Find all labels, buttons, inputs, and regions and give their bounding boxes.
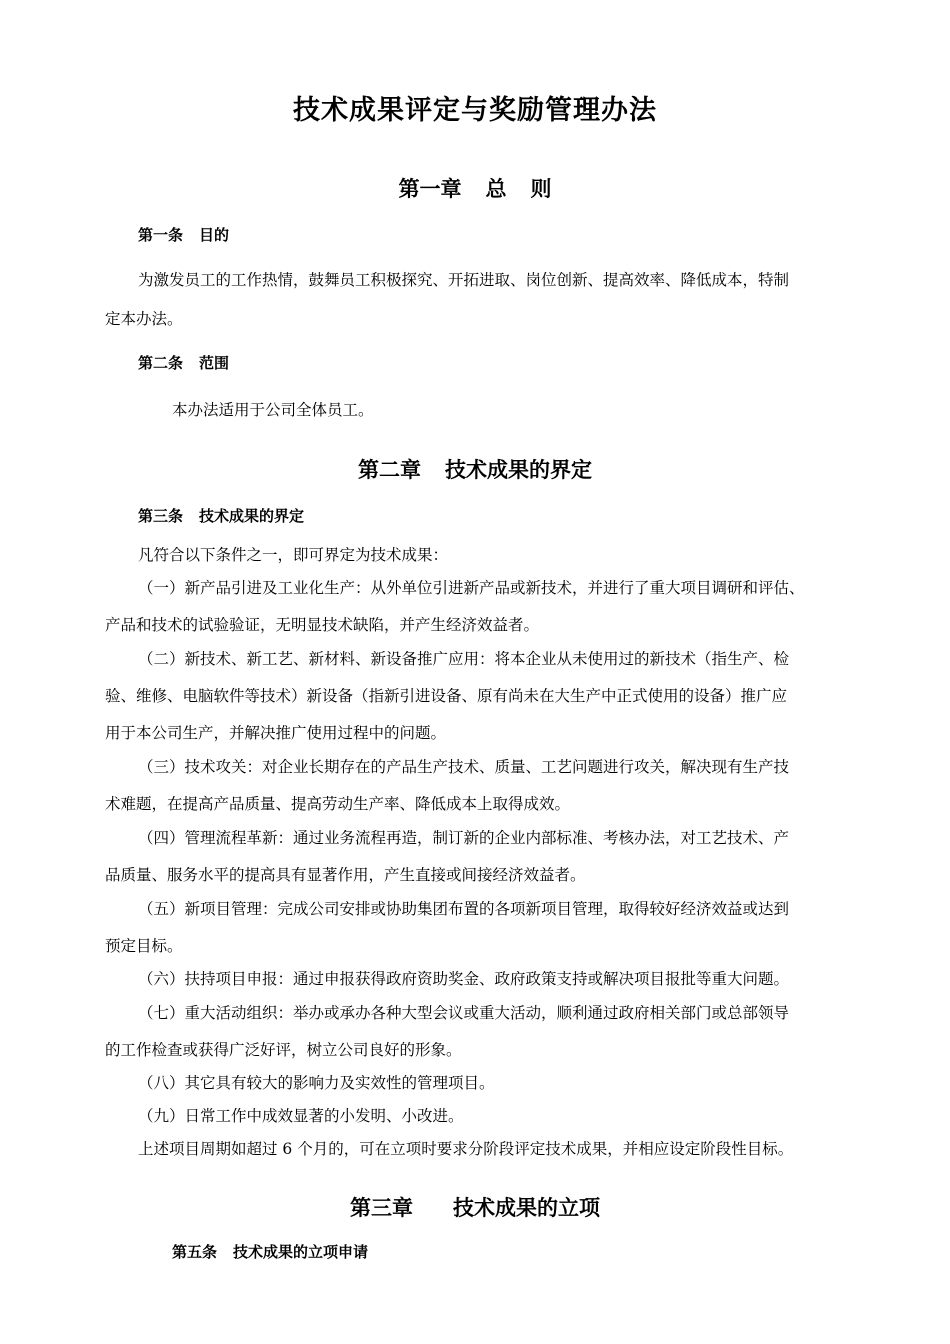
- article-1-text-line-2: 定本办法。: [105, 310, 183, 328]
- item-5-line-2: 预定目标。: [105, 937, 183, 955]
- article-3-heading: [138, 505, 304, 526]
- item-4-line-1: （四）管理流程革新：通过业务流程再造，制订新的企业内部标准、考核办法，对工艺技术、产: [138, 829, 790, 847]
- chapter-1-name-2: 则: [530, 176, 552, 201]
- chapter-2-number: 第二章: [358, 457, 421, 482]
- chapter-1-name: 总: [485, 176, 507, 201]
- item-2-line-3: 用于本公司生产，并解决推广使用过程中的问题。: [105, 724, 447, 742]
- article-2-text: 本办法适用于公司全体员工。: [172, 401, 374, 419]
- article-5-number: 第五条: [172, 1243, 218, 1261]
- article-3-number: 第三条: [138, 507, 184, 525]
- chapter-1-heading: [0, 173, 950, 203]
- article-5-heading: [172, 1241, 368, 1262]
- item-4-line-2: 品质量、服务水平的提高具有显著作用，产生直接或间接经济效益者。: [105, 866, 586, 884]
- item-8: （八）其它具有较大的影响力及实效性的管理项目。: [138, 1074, 495, 1092]
- article-5-name: 技术成果的立项申请: [233, 1243, 369, 1261]
- document-title: 技术成果评定与奖励管理办法: [293, 95, 657, 126]
- article-3-note: 上述项目周期如超过 6 个月的，可在立项时要求分阶段评定技术成果，并相应设定阶段性目标。: [138, 1140, 794, 1158]
- article-1-heading: [138, 224, 229, 245]
- article-1-text-line-1: 为激发员工的工作热情，鼓舞员工积极探究、开拓进取、岗位创新、提高效率、降低成本，特制: [138, 271, 790, 289]
- item-2-line-2: 验、维修、电脑软件等技术）新设备（指新引进设备、原有尚未在大生产中正式使用的设备）推广应: [105, 687, 788, 705]
- chapter-3-name: 技术成果的立项: [453, 1195, 600, 1220]
- chapter-1-number: 第一章: [398, 176, 462, 201]
- chapter-2-heading: [0, 454, 950, 484]
- article-1-number: 第一条: [138, 226, 184, 244]
- article-2-name: 范围: [199, 354, 230, 372]
- article-1-name: 目的: [199, 226, 230, 244]
- item-6: （六）扶持项目申报：通过申报获得政府资助奖金、政府政策支持或解决项目报批等重大问题。: [138, 970, 790, 988]
- item-3-line-2: 术难题，在提高产品质量、提高劳动生产率、降低成本上取得成效。: [105, 795, 571, 813]
- item-1-line-1: （一）新产品引进及工业化生产：从外单位引进新产品或新技术，并进行了重大项目调研和评估、: [138, 579, 805, 597]
- chapter-2-name: 技术成果的界定: [445, 457, 592, 482]
- article-2-heading: [138, 352, 229, 373]
- item-2-line-1: （二）新技术、新工艺、新材料、新设备推广应用：将本企业从未使用过的新技术（指生产、检: [138, 650, 790, 668]
- item-3-line-1: （三）技术攻关：对企业长期存在的产品生产技术、质量、工艺问题进行攻关，解决现有生产技: [138, 758, 790, 776]
- chapter-3-heading: [0, 1192, 950, 1222]
- item-1-line-2: 产品和技术的试验验证，无明显技术缺陷，并产生经济效益者。: [105, 616, 540, 634]
- chapter-3-number: 第三章: [350, 1195, 413, 1220]
- item-5-line-1: （五）新项目管理：完成公司安排或协助集团布置的各项新项目管理，取得较好经济效益或达到: [138, 900, 790, 918]
- article-2-number: 第二条: [138, 354, 184, 372]
- item-7-line-1: （七）重大活动组织：举办或承办各种大型会议或重大活动，顺利通过政府相关部门或总部领导: [138, 1004, 790, 1022]
- item-7-line-2: 的工作检查或获得广泛好评，树立公司良好的形象。: [105, 1041, 462, 1059]
- item-9: （九）日常工作中成效显著的小发明、小改进。: [138, 1107, 464, 1125]
- article-3-intro: 凡符合以下条件之一，即可界定为技术成果：: [138, 546, 449, 564]
- article-3-name: 技术成果的界定: [199, 507, 305, 525]
